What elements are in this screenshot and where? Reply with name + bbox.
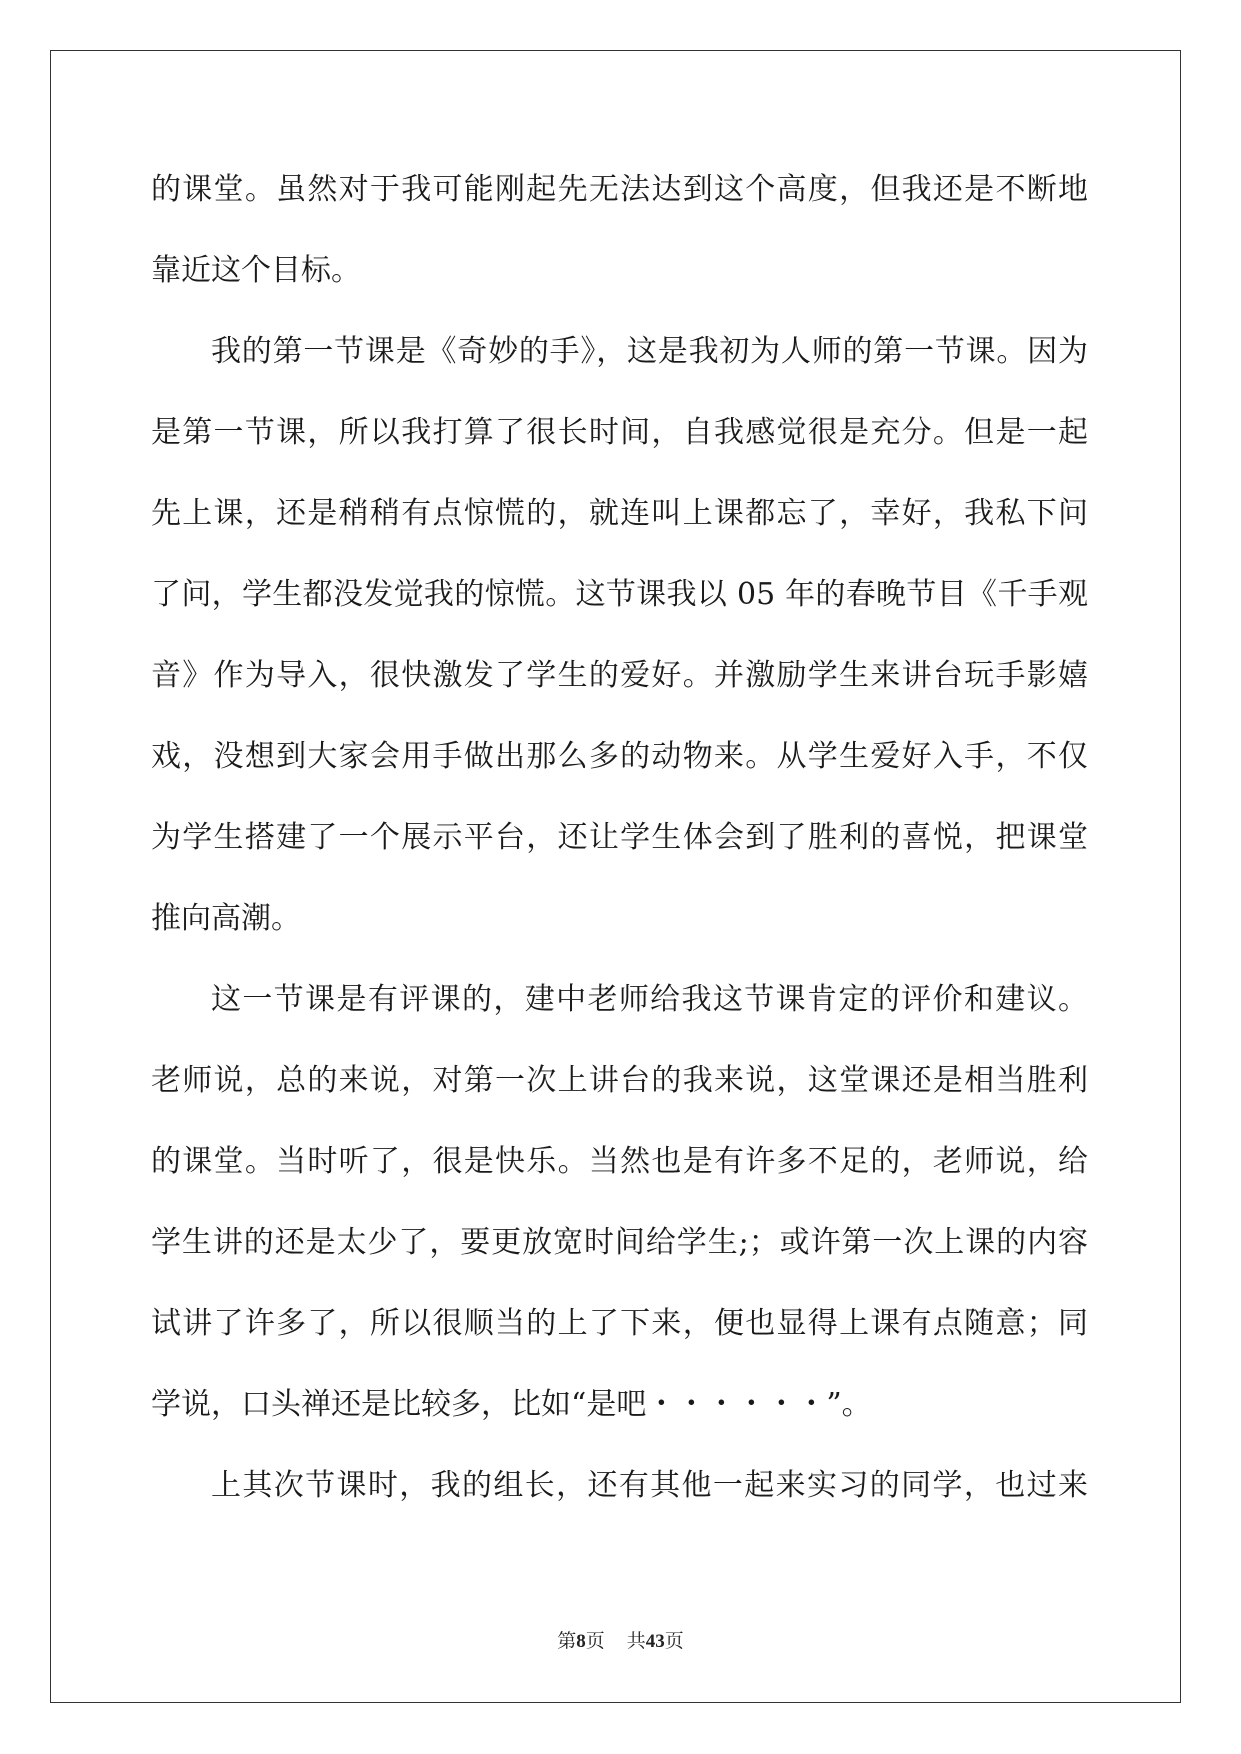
text-line: 为学生搭建了一个展示平台，还让学生体会到了胜利的喜悦，把课堂: [151, 820, 1088, 855]
text-line: 学说，口头禅还是比较多，比如“是吧・・・・・・”。: [151, 1387, 872, 1422]
total-pages: 43: [645, 1631, 665, 1652]
text-line: 学生讲的还是太少了，要更放宽时间给学生;；或许第一次上课的内容: [151, 1225, 1088, 1260]
page-suffix: 页: [585, 1631, 605, 1652]
text-line: 这一节课是有评课的，建中老师给我这节课肯定的评价和建议。: [211, 982, 1088, 1017]
page-footer: [0, 1626, 1241, 1653]
text-line: 的课堂。虽然对于我可能刚起先无法达到这个高度，但我还是不断地: [151, 172, 1088, 207]
total-suffix: 页: [664, 1631, 684, 1652]
text-line: 我的第一节课是《奇妙的手》，这是我初为人师的第一节课。因为: [211, 334, 1088, 369]
text-line: 先上课，还是稍稍有点惊慌的，就连叫上课都忘了，幸好，我私下问: [151, 496, 1088, 531]
text-line: 试讲了许多了，所以很顺当的上了下来，便也显得上课有点随意；同: [151, 1306, 1088, 1341]
text-line: 靠近这个目标。: [151, 253, 361, 288]
document-body: [151, 160, 1088, 1537]
page-number: 8: [576, 1631, 586, 1652]
text-line: 上其次节课时，我的组长，还有其他一起来实习的同学，也过来: [211, 1468, 1088, 1503]
total-prefix: 共: [626, 1631, 646, 1652]
text-line: 了问，学生都没发觉我的惊慌。这节课我以 05 年的春晚节目《千手观: [151, 577, 1088, 612]
text-line: 是第一节课，所以我打算了很长时间，自我感觉很是充分。但是一起: [151, 415, 1088, 450]
text-line: 戏，没想到大家会用手做出那么多的动物来。从学生爱好入手，不仅: [151, 739, 1088, 774]
text-line: 推向高潮。: [151, 901, 301, 936]
page-prefix: 第: [557, 1631, 577, 1652]
text-line: 的课堂。当时听了，很是快乐。当然也是有许多不足的，老师说，给: [151, 1144, 1088, 1179]
text-line: 音》作为导入，很快激发了学生的爱好。并激励学生来讲台玩手影嬉: [151, 658, 1088, 693]
text-line: 老师说，总的来说，对第一次上讲台的我来说，这堂课还是相当胜利: [151, 1063, 1088, 1098]
